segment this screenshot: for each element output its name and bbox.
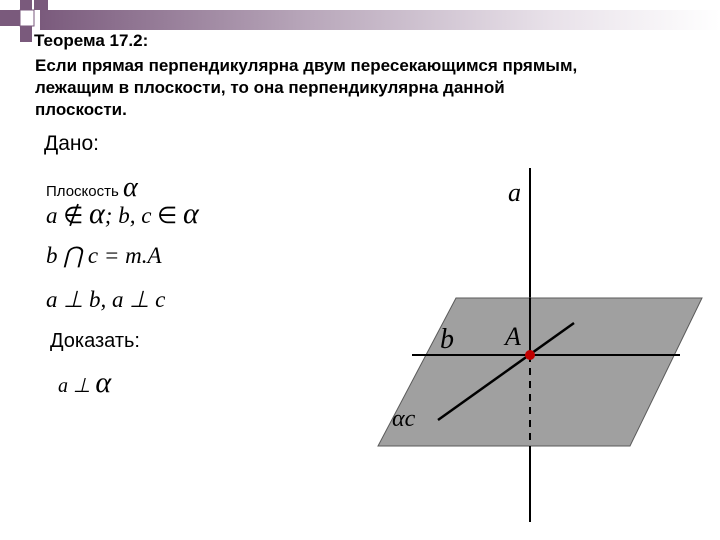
label-a: a (508, 178, 521, 207)
given-a: a (46, 203, 58, 228)
label-b: b (440, 324, 454, 355)
statement-line: лежащим в плоскости, то она перпендикулярна данной (35, 78, 505, 97)
plane-alpha: α (122, 172, 138, 203)
given-line-2: b ⋂ c = m.A (46, 243, 162, 268)
intersection-point (525, 350, 535, 360)
element-symbol: ∈ (157, 203, 178, 228)
statement-line: Если прямая перпендикулярна двум пересекающимся прямым, (35, 56, 578, 75)
plane-alpha (378, 298, 702, 446)
alpha-symbol: α (89, 197, 105, 230)
label-c: αc (392, 406, 416, 432)
given-label: Дано: (44, 132, 100, 155)
given-line-3: a ⊥ b, a ⊥ c (46, 287, 166, 312)
prove-a-perp: a ⊥ (58, 375, 91, 397)
theorem-title: Теорема 17.2: (34, 31, 149, 50)
alpha-symbol: α (95, 366, 112, 399)
not-element-symbol: ∉ (63, 203, 84, 228)
given-bc: ; b, c (104, 203, 152, 228)
label-A: A (505, 322, 521, 351)
prove-label: Доказать: (50, 330, 140, 352)
plane-word: Плоскость (46, 183, 119, 200)
statement-line: плоскости. (35, 100, 127, 119)
alpha-symbol: α (182, 197, 199, 230)
